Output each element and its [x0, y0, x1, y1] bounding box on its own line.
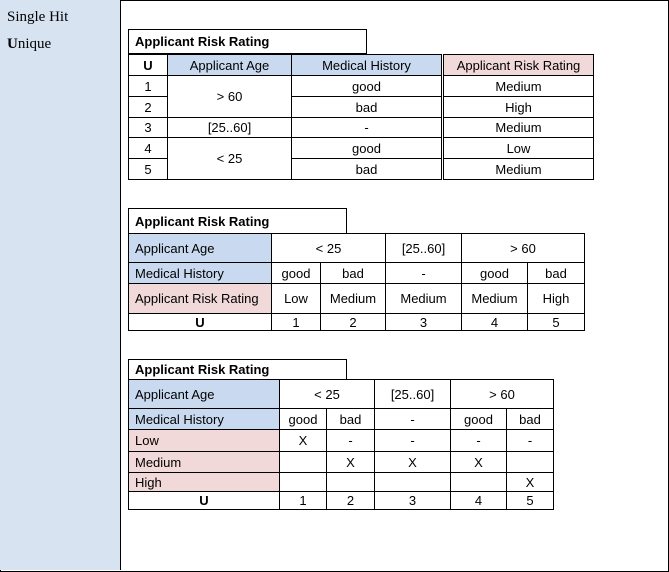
table-title: Applicant Risk Rating [128, 208, 347, 234]
rule-number: 3 [374, 491, 451, 510]
output-cell [374, 472, 451, 492]
output-cell: X [326, 451, 375, 473]
header-applicant-age: Applicant Age [167, 54, 292, 76]
output-cell: X [279, 429, 327, 452]
row-label-u: U [128, 313, 272, 331]
history-cell: good [271, 262, 321, 284]
age-cell: [25..60] [374, 379, 451, 409]
rule-number: 1 [279, 491, 327, 510]
age-cell: < 25 [271, 233, 386, 263]
header-risk-rating: Applicant Risk Rating [443, 54, 594, 76]
age-cell: [25..60] [385, 233, 462, 263]
hit-policy-sidebar [0, 0, 121, 570]
rating-cell: Medium [443, 158, 594, 180]
rating-cell: Medium [443, 75, 594, 97]
history-cell: bad [326, 408, 375, 430]
row-label-medical-history: Medical History [128, 262, 272, 284]
output-label-low: Low [128, 429, 280, 452]
output-cell: X [374, 451, 451, 473]
rating-cell: Medium [320, 283, 386, 314]
header-u: U [128, 54, 168, 76]
row-label-applicant-age: Applicant Age [128, 379, 280, 409]
history-cell: good [291, 75, 442, 97]
history-cell: good [461, 262, 528, 284]
rating-cell: Low [443, 137, 594, 159]
row-label-risk-rating: Applicant Risk Rating [128, 283, 272, 314]
output-cell: - [374, 429, 451, 452]
rating-cell: High [443, 96, 594, 118]
rule-number: 3 [385, 313, 462, 331]
rule-number: 2 [128, 96, 168, 118]
output-label-high: High [128, 472, 280, 492]
output-cell [279, 451, 327, 473]
history-cell: bad [291, 158, 442, 180]
history-cell: - [385, 262, 462, 284]
output-cell [279, 472, 327, 492]
history-cell: bad [527, 262, 585, 284]
history-cell: bad [320, 262, 386, 284]
rule-number: 5 [527, 313, 585, 331]
rule-number: 1 [271, 313, 321, 331]
table-title: Applicant Risk Rating [128, 359, 347, 380]
output-cell [506, 451, 554, 473]
output-label-medium: Medium [128, 451, 280, 473]
rule-number: 4 [461, 313, 528, 331]
age-cell: < 25 [167, 137, 292, 180]
hit-policy-rest: nique [17, 36, 52, 52]
age-cell: > 60 [461, 233, 585, 263]
row-label-applicant-age: Applicant Age [128, 233, 272, 263]
rating-cell: Medium [385, 283, 462, 314]
output-cell [326, 472, 375, 492]
rule-number: 1 [128, 75, 168, 97]
header-medical-history: Medical History [291, 54, 442, 76]
history-cell: bad [291, 96, 442, 118]
rating-cell: Low [271, 283, 321, 314]
hit-policy-value [7, 36, 51, 53]
row-label-medical-history: Medical History [128, 408, 280, 430]
age-cell: [25..60] [167, 117, 292, 138]
output-cell: X [450, 451, 507, 473]
hit-policy-label: Single Hit [7, 9, 69, 25]
rating-cell: High [527, 283, 585, 314]
history-cell: good [291, 137, 442, 159]
rule-number: 4 [450, 491, 507, 510]
output-cell [450, 472, 507, 492]
history-cell: bad [506, 408, 554, 430]
history-cell: - [291, 117, 442, 138]
rule-number: 4 [128, 137, 168, 159]
rating-cell: Medium [443, 117, 594, 138]
rule-number: 2 [326, 491, 375, 510]
output-cell: - [450, 429, 507, 452]
output-cell: X [506, 472, 554, 492]
age-cell: > 60 [450, 379, 554, 409]
hit-policy-initial: U [7, 36, 18, 52]
table-title: Applicant Risk Rating [128, 29, 367, 54]
rule-number: 3 [128, 117, 168, 138]
history-cell: - [374, 408, 451, 430]
history-cell: good [279, 408, 327, 430]
age-cell: > 60 [167, 75, 292, 118]
output-cell: - [506, 429, 554, 452]
rule-number: 5 [128, 158, 168, 180]
output-cell: - [326, 429, 375, 452]
row-label-u: U [128, 491, 280, 510]
rule-number: 5 [506, 491, 554, 510]
rule-number: 2 [320, 313, 386, 331]
history-cell: good [450, 408, 507, 430]
age-cell: < 25 [279, 379, 375, 409]
rating-cell: Medium [461, 283, 528, 314]
